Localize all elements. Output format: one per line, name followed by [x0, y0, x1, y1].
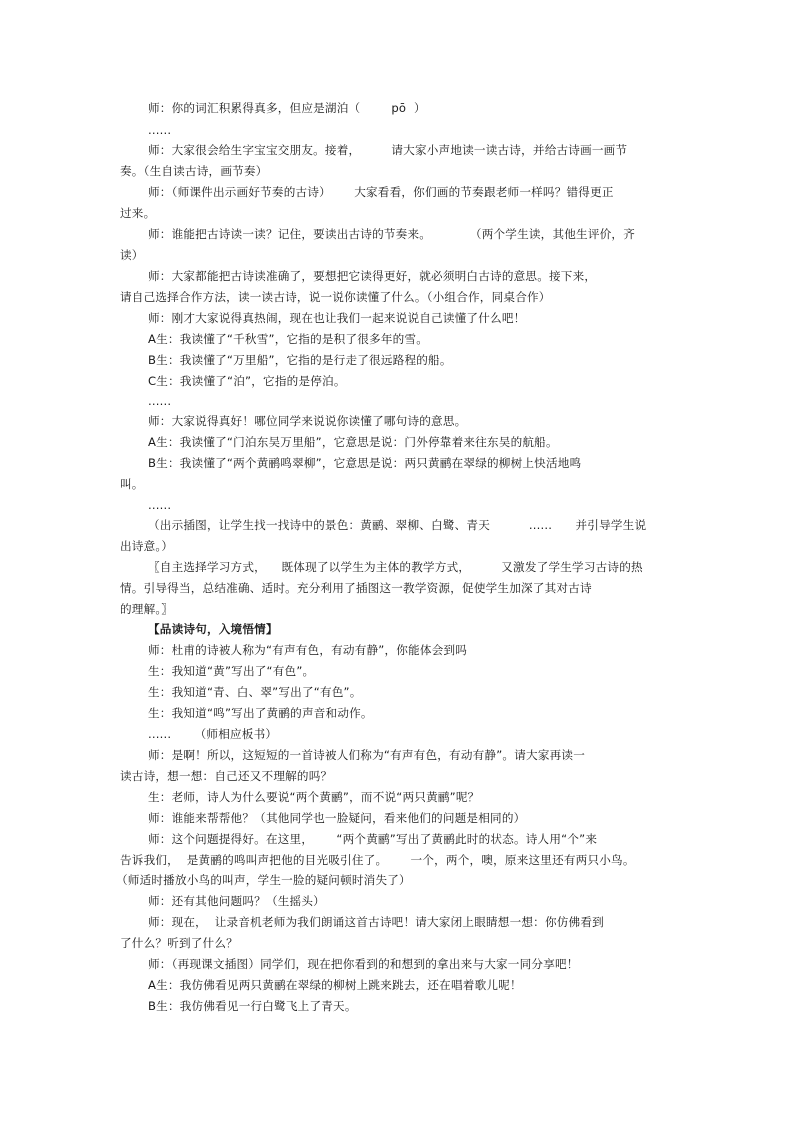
text-line: 读）	[120, 248, 144, 262]
text-line: A生：我读懂了“门泊东吴万里船”，它意思是说：门外停靠着来往东吴的航船。	[148, 435, 558, 449]
text-line: 师：谁能来帮帮他？（其他同学也一脸疑问，看来他们的问题是相同的）	[148, 811, 526, 825]
text-line: （出示插图，让学生找一找诗中的景色：黄鹂、翠柳、白鹭、青天 ...... 并引导学生说	[148, 518, 647, 532]
text-line: 师：（再现课文插图）同学们，现在把你看到的和想到的拿出来与大家一同分享吧！	[148, 957, 579, 971]
text-line: 师：大家很会给生字宝宝交朋友。接着， 请大家小声地读一读古诗，并给古诗画一画节	[148, 143, 628, 157]
text-line: B生：我读懂了“两个黄鹂鸣翠柳”，它意思是说：两只黄鹂在翠绿的柳树上快活地鸣	[148, 456, 582, 470]
text-line: A生：我仿佛看见两只黄鹂在翠绿的柳树上跳来跳去，还在唱着歌儿呢！	[148, 978, 522, 992]
text-line: 师：杜甫的诗被人称为“有声有色，有动有静”，你能体会到吗	[148, 643, 468, 657]
text-line: B生：我仿佛看见一行白鹭飞上了青天。	[148, 999, 357, 1013]
text-line: （师适时播放小鸟的叫声，学生一脸的疑问顿时消失了）	[116, 873, 411, 887]
text-line: 生：我知道“黄”写出了“有色”。	[148, 664, 315, 678]
text-line: ...... （师相应板书）	[148, 727, 278, 741]
text-line: 师：还有其他问题吗？（生摇头）	[148, 894, 325, 908]
text-line: 读古诗，想一想：自己还又不理解的吗？	[120, 769, 333, 783]
text-line: 师：现在， 让录音机老师为我们朗诵这首古诗吧！请大家闭上眼睛想一想：你仿佛看到	[148, 915, 604, 929]
text-line: 师：刚才大家说得真热闹，现在也让我们一起来说说自己读懂了什么吧！	[148, 311, 526, 325]
text-line: 师：大家说得真好！哪位同学来说说你读懂了哪句诗的意思。	[148, 414, 467, 428]
text-line: 生：我知道“青、白、翠”写出了“有色”。	[148, 685, 362, 699]
text-line: 师：大家都能把古诗读准确了，要想把它读得更好，就必须明白古诗的意思。接下来，	[148, 269, 597, 283]
text-line: 师：你的词汇积累得真多，但应是湖泊（ pō ）	[148, 101, 426, 115]
text-line: 生：老师，诗人为什么要说“两个黄鹂”，而不说“两只黄鹂”呢？	[148, 790, 480, 804]
text-line: 告诉我们， 是黄鹂的鸣叫声把他的目光吸引住了。 一个，两个，噢，原来这里还有两只小鸟。	[120, 853, 635, 867]
commentary-line: 的理解。〗	[120, 602, 174, 616]
text-line: 师：是啊！所以，这短短的一首诗被人们称为“有声有色，有动有静”。请大家再读一	[148, 748, 585, 762]
text-line: 出诗意。）	[120, 539, 174, 553]
text-line: 师：这个问题提得好。在这里， “两个黄鹂”写出了黄鹂此时的状态。诗人用“个”来	[148, 832, 598, 846]
text-line: C生：我读懂了“泊”，它指的是停泊。	[148, 374, 346, 388]
text-line: 生：我知道“鸣”写出了黄鹂的声音和动作。	[148, 706, 373, 720]
commentary-line: 〖自主选择学习方式， 既体现了以学生为主体的教学方式， 又激发了学生学习古诗的热	[148, 560, 643, 574]
text-line: 叫。	[120, 477, 144, 491]
text-line: 师：谁能把古诗读一读？记住，要读出古诗的节奏来。 （两个学生读，其他生评价，齐	[148, 227, 636, 241]
text-line: B生：我读懂了“万里船”，它指的是行走了很远路程的船。	[148, 353, 452, 367]
ellipsis-line: ......	[148, 394, 172, 408]
text-line: A生：我读懂了“千秋雪”，它指的是积了很多年的雪。	[148, 332, 429, 346]
ellipsis-line: ......	[148, 498, 172, 512]
text-line: 请自己选择合作方法，读一读古诗，说一说你读懂了什么。（小组合作，同桌合作）	[120, 290, 551, 304]
section-heading: 【品读诗句，入境悟情】	[148, 622, 278, 636]
text-line: 过来。	[120, 206, 156, 220]
text-line: 了什么？听到了什么？	[120, 936, 238, 950]
text-line: 奏。（生自读古诗，画节奏）	[120, 164, 268, 178]
ellipsis-line: ......	[148, 123, 172, 137]
commentary-line: 情。引导得当，总结准确、适时。充分利用了插图这一教学资源，促使学生加深了其对古诗	[120, 581, 592, 595]
text-line: 师：（师课件出示画好节奏的古诗） 大家看看，你们画的节奏跟老师一样吗？错得更正	[148, 185, 614, 199]
